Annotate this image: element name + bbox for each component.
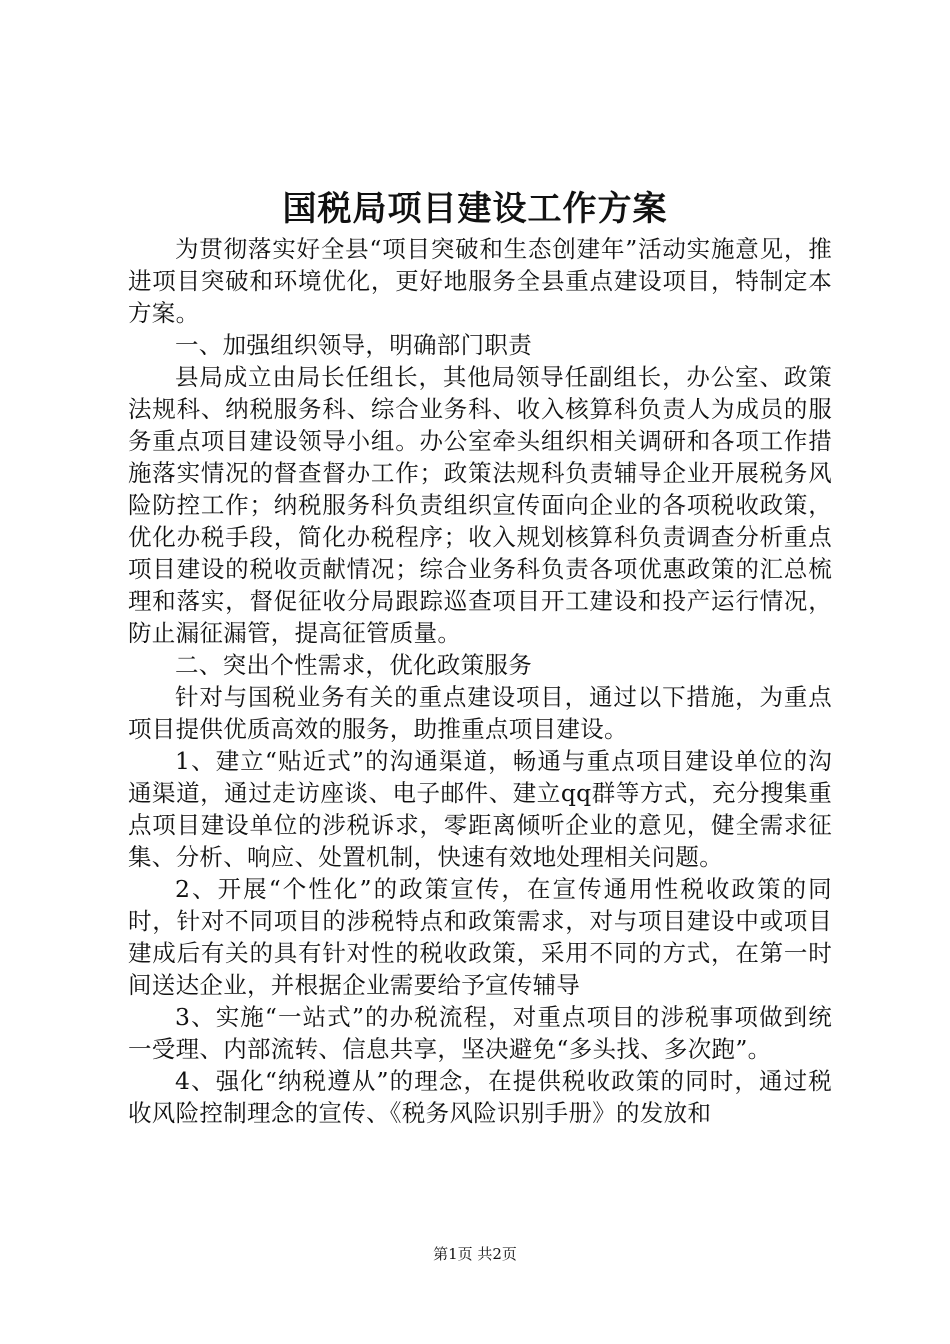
- paragraph-item-2: 2、开展“个性化”的政策宣传，在宣传通用性税收政策的同时，针对不同项目的涉税特点和政策需求，对与项目建设中或项目建成后有关的具有针对性的税收政策，采用不同的方式，在第一时间送达企业，并根据企业需要给予宣传辅导: [128, 875, 832, 999]
- section-heading-1: 一、加强组织领导，明确部门职责: [175, 331, 532, 359]
- section-heading-2: 二、突出个性需求，优化政策服务: [175, 651, 532, 679]
- page-footer: 第1页 共2页: [433, 1245, 517, 1263]
- document-title: 国税局项目建设工作方案: [282, 189, 668, 229]
- paragraph-item-4: 4、强化“纳税遵从”的理念，在提供税收政策的同时，通过税收风险控制理念的宣传、《税务风险识别手册》的发放和: [128, 1067, 832, 1127]
- paragraph-intro: 为贯彻落实好全县“项目突破和生态创建年”活动实施意见，推进项目突破和环境优化，更好地服务全县重点建设项目，特制定本方案。: [128, 235, 832, 327]
- paragraph-measures-intro: 针对与国税业务有关的重点建设项目，通过以下措施，为重点项目提供优质高效的服务，助推重点项目建设。: [128, 683, 832, 743]
- paragraph-organization: 县局成立由局长任组长，其他局领导任副组长，办公室、政策法规科、纳税服务科、综合业务科、收入核算科负责人为成员的服务重点项目建设领导小组。办公室牵头组织相关调研和各项工作措施落实情况的督查督办工作；政策法规科负责辅导企业开展税务风险防控工作；纳税服务科负责组织宣传面向企业的各项税收政策，优化办税手段，简化办税程序；收入规划核算科负责调查分析重点项目建设的税收贡献情况；综合业务科负责各项优惠政策的汇总梳理和落实，督促征收分局跟踪巡查项目开工建设和投产运行情况，防止漏征漏管，提高征管质量。: [128, 363, 832, 647]
- paragraph-item-1: 1、建立“贴近式”的沟通渠道，畅通与重点项目建设单位的沟通渠道，通过走访座谈、电子邮件、建立qq群等方式，充分搜集重点项目建设单位的涉税诉求，零距离倾听企业的意见，健全需求征集、分析、响应、处置机制，快速有效地处理相关问题。: [128, 747, 832, 871]
- paragraph-item-3: 3、实施“一站式”的办税流程，对重点项目的涉税事项做到统一受理、内部流转、信息共享，坚决避免“多头找、多次跑”。: [128, 1003, 832, 1063]
- document-body: [128, 233, 832, 1129]
